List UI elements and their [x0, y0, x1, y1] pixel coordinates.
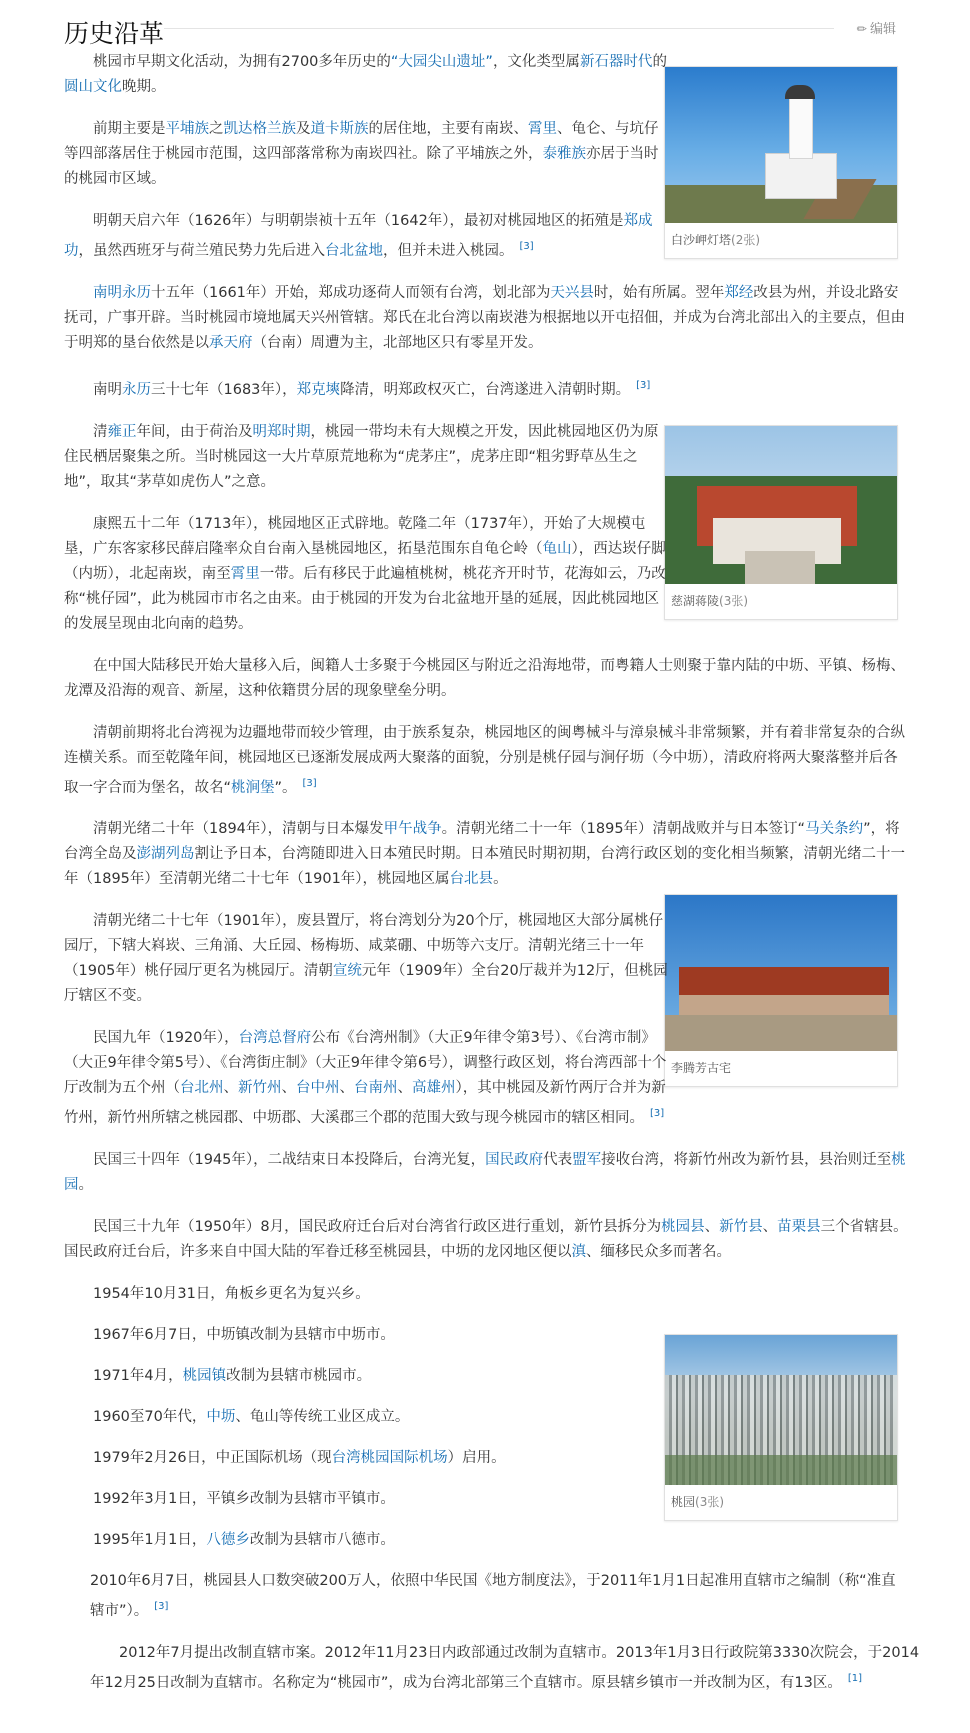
text: 、 [281, 1080, 296, 1097]
text: 十五年（1661年）开始，郑成功逐荷人而领有台湾，划北部为 [151, 284, 551, 301]
heading-divider [164, 28, 834, 29]
figure-caption-text: 慈湖蒋陵 [671, 594, 720, 608]
link[interactable]: 天兴县 [550, 284, 594, 301]
paragraph [64, 1215, 910, 1265]
link[interactable]: 明郑时期 [252, 423, 311, 440]
link[interactable]: 八德乡 [206, 1532, 250, 1549]
link[interactable]: 宣统 [332, 963, 362, 980]
paragraph [64, 1026, 670, 1131]
link[interactable]: 桃园县 [661, 1219, 705, 1236]
text: ，虽然西班牙与荷兰殖民势力先后进入 [78, 242, 325, 259]
link[interactable]: 国民政府 [485, 1152, 544, 1169]
section-title: 历史沿革 [64, 19, 165, 48]
timeline-item [64, 1487, 670, 1512]
paragraph [64, 512, 670, 637]
text: 、龟山等传统工业区成立。 [235, 1409, 410, 1426]
paragraph [64, 420, 670, 495]
timeline-item [64, 1446, 670, 1471]
paragraph [64, 1148, 910, 1198]
text: 割让予日本，台湾随即进入日本殖民时期。日本殖民时期初期，台湾行政区划的变化相当频繁，清朝光绪二十一年（1895年）至清朝光绪二十七年（1901年），桃园地区属 [64, 846, 905, 888]
text: 1960至70年代， [93, 1409, 207, 1426]
paragraph [64, 909, 670, 1009]
text: 年间，由于荷治及 [136, 423, 253, 440]
text: 代表 [543, 1152, 573, 1169]
link[interactable]: 桃园 [64, 1152, 906, 1194]
section-header [64, 12, 904, 46]
text: 2010年6月7日，桃园县人口数突破200万人，依照中华民国《地方制度法》，于2011年1月1日起准用直辖市之编制（称“准直辖市”）。 [90, 1573, 896, 1620]
link[interactable]: 新竹县 [719, 1219, 763, 1236]
paragraph [64, 373, 910, 403]
text: 前期主要是 [93, 121, 166, 137]
timeline-item [64, 1528, 670, 1553]
text: 桃园市早期文化活动，为拥有2700多年历史的 [93, 54, 391, 70]
link[interactable]: 高雄州 [412, 1080, 456, 1097]
timeline-item [64, 1323, 670, 1348]
timeline-item [64, 1282, 910, 1307]
timeline-item [90, 1569, 910, 1624]
text: 1954年10月31日，角板乡更名为复兴乡。 [93, 1286, 370, 1303]
text: 1967年6月7日，中坜镇改制为县辖市中坜市。 [93, 1327, 395, 1344]
link[interactable]: 桃园镇 [182, 1368, 227, 1385]
text: 降清，明郑政权灭亡，台湾遂进入清朝时期。 [340, 381, 631, 398]
link[interactable]: 马关条约 [805, 821, 864, 838]
text: 一带。后有移民于此遍植桃树，桃花齐开时节，花海如云，乃改称“桃仔园”，此为桃园市市名之由来。由于桃园的开发为台北盆地开垦的延展，因此桃园地区的发展呈现由北向南的趋势。 [64, 565, 666, 632]
link[interactable]: 台湾桃园国际机场 [331, 1450, 448, 1467]
link[interactable]: 雍正 [107, 423, 137, 440]
text: 三十七年（1683年）， [151, 381, 297, 398]
text: 的 [652, 54, 667, 70]
text: 、 [762, 1219, 778, 1236]
edit-link[interactable] [853, 18, 896, 38]
link[interactable]: 承天府 [209, 334, 253, 351]
link[interactable]: 新竹州 [238, 1080, 282, 1097]
link[interactable]: 盟军 [572, 1152, 602, 1169]
text: 明朝天启六年（1626年）与明朝崇祯十五年（1642年），最初对桃园地区的拓殖是 [93, 213, 624, 229]
text: 时，始有所属。翌年 [593, 284, 725, 301]
figure-count: (3张) [719, 594, 749, 608]
text: 、 [339, 1080, 354, 1097]
text: 1995年1月1日， [93, 1532, 207, 1549]
text: 的居住地，主要有南崁、 [368, 121, 528, 137]
text: 2012年7月提出改制直辖市案。2012年11月23日内政部通过改制为直辖市。2013年1月3日行政院第3330次院会，于2014年12月25日改制为直辖市。名称定为“桃园市”，成为台湾北部第三个直辖市。原县辖乡镇市一并改制为区，有13区。 [90, 1645, 920, 1691]
text: 1979年2月26日，中正国际机场（现 [93, 1450, 332, 1467]
link[interactable]: 郑成功 [64, 213, 653, 259]
link[interactable]: 台湾总督府 [238, 1030, 312, 1047]
link[interactable]: 滇 [571, 1244, 586, 1261]
text: 。清朝光绪二十一年（1895年）清朝战败并与日本签订“ [441, 821, 806, 838]
link[interactable]: 凯达格兰族 [223, 121, 296, 137]
figure-caption-text: 白沙岬灯塔 [671, 233, 732, 247]
link[interactable]: 台中州 [296, 1080, 340, 1097]
link[interactable]: “大园尖山遗址” [390, 54, 493, 70]
text: 清朝前期将北台湾视为边疆地带而较少管理，由于族系复杂，桃园地区的闽粤械斗与漳泉械斗非常频繁，并有着非常复杂的合纵连横关系。而至乾隆年间，桃园地区已逐渐发展成两大聚落的面貌，分别是桃仔园与涧仔坜（今中坜），清政府将两大聚落整并后各取一字合而为堡名，故名“ [64, 724, 905, 796]
link[interactable]: 龟山 [542, 540, 572, 557]
citation[interactable]: [3] [636, 379, 651, 391]
paragraph [64, 209, 670, 264]
link[interactable]: 永历 [122, 381, 151, 398]
text: 南明 [93, 381, 122, 398]
edit-label: 编辑 [869, 22, 896, 37]
text: 清朝光绪二十年（1894年），清朝与日本爆发 [93, 821, 384, 838]
pencil-icon: ✎ [853, 20, 871, 38]
link[interactable]: 郑经 [724, 284, 754, 301]
text: 1971年4月， [93, 1368, 183, 1385]
link[interactable]: 泰雅族 [542, 146, 586, 162]
text: 元年（1909年）全台20厅裁并为12厅，但桃园厅辖区不变。 [64, 963, 668, 1005]
citation[interactable]: [3] [650, 1108, 665, 1120]
text: ”。 [274, 779, 297, 796]
text: 改制为县辖市桃园市。 [226, 1368, 372, 1385]
text: 及 [296, 121, 311, 137]
text: ）启用。 [447, 1450, 506, 1467]
link[interactable]: 霄里 [528, 121, 557, 137]
paragraph [64, 281, 910, 356]
figure-caption-text: 李腾芳古宅 [671, 1061, 732, 1075]
timeline-item [90, 1641, 930, 1696]
text: 改制为县辖市八德市。 [249, 1532, 395, 1549]
text: ），西达崁仔脚（内坜），北起南崁，南至 [64, 540, 666, 582]
citation[interactable]: [3] [154, 1601, 169, 1613]
text: 。 [78, 1177, 93, 1194]
text: 1992年3月1日，平镇乡改制为县辖市平镇市。 [93, 1491, 395, 1508]
figure-count: (2张) [731, 233, 761, 247]
link[interactable]: 澎湖列岛 [136, 846, 195, 863]
text: 公布《台湾州制》（大正9年律令第3号）、《台湾市制》（大正9年律令第5号）、《台湾街庄制》（大正9年律令第6号），调整行政区划，将台湾西部十个厅改制为五个州（ [64, 1030, 667, 1097]
citation[interactable]: [1] [847, 1673, 863, 1685]
link[interactable]: 台北县 [449, 871, 494, 888]
text: 、 [704, 1219, 720, 1236]
text: ，桃园一带均未有大规模之开发，因此桃园地区仍为原住民栖居聚集之所。当时桃园这一大片草原荒地称为“虎茅庄”，虎茅庄即“粗劣野草丛生之地”，取其“茅草如虎伤人”之意。 [64, 423, 659, 490]
text: 接收台湾，将新竹州改为新竹县，县治则迁至 [601, 1152, 892, 1169]
text: ），其中桃园及新竹两厅合并为新竹州，新竹州所辖之桃园郡、中坜郡、大溪郡三个郡的范围大致与现今桃园市的辖区相同。 [64, 1080, 666, 1127]
text: 改县为州，并设北路安抚司，广事开辟。当时桃园市境地属天兴州管辖。郑氏在北台湾以南崁港为根据地以开屯招佃，并成为台湾北部出入的主要点，但由于明郑的垦台依然是以 [64, 284, 905, 351]
text: 民国三十九年（1950年）8月，国民政府迁台后对台湾省行政区进行重划，新竹县拆分为 [93, 1219, 662, 1236]
link[interactable]: 台北州 [180, 1080, 224, 1097]
text: 清 [93, 423, 108, 440]
text: 三个省辖县。国民政府迁台后，许多来自中国大陆的军眷迁移至桃园县，中坜的龙冈地区便以 [64, 1219, 908, 1261]
paragraph [64, 721, 910, 801]
article-body [64, 50, 920, 1713]
text: （台南）周遭为主，北部地区只有零星开发。 [252, 334, 543, 351]
figure-caption-text: 桃园 [671, 1495, 696, 1509]
text: 康熙五十二年（1713年），桃园地区正式辟地。乾隆二年（1737年），开始了大规模屯垦，广东客家移民薛启隆率众自台南入垦桃园地区，拓垦范围东自龟仑岭（ [64, 515, 646, 557]
paragraph [64, 117, 670, 192]
link[interactable]: 中坜 [206, 1409, 236, 1426]
timeline-item [64, 1405, 670, 1430]
text: ，文化类型属 [492, 54, 580, 70]
text: 清朝光绪二十七年（1901年），废县置厅，将台湾划分为20个厅，桃园地区大部分属桃仔园厅，下辖大嵙崁、三角涌、大丘园、杨梅坜、咸菜硼、中坜等六支厅。清朝光绪三十一年（1905年）桃仔园厅更名为桃园厅。清朝 [64, 913, 664, 980]
link[interactable]: 南明永历 [93, 284, 151, 301]
timeline-item [64, 1364, 670, 1389]
text: 、缅移民众多而著名。 [586, 1244, 731, 1261]
figure-count: (3张) [695, 1495, 725, 1509]
paragraph [64, 50, 670, 100]
paragraph [64, 817, 910, 892]
text: 晚期。 [122, 79, 166, 95]
link[interactable]: 道卡斯族 [310, 121, 369, 137]
text: 在中国大陆移民开始大量移入后，闽籍人士多聚于今桃园区与附近之沿海地带，而粤籍人士则聚于靠内陆的中坜、平镇、杨梅、龙潭及沿海的观音、新屋，这种依籍贯分居的现象壁垒分明。 [64, 657, 905, 699]
link[interactable]: 平埔族 [165, 121, 209, 137]
text: 民国九年（1920年）， [93, 1030, 239, 1047]
link[interactable]: 苗栗县 [777, 1219, 821, 1236]
text: 之 [209, 121, 224, 137]
link[interactable]: 台北盆地 [325, 242, 383, 259]
text: 、龟仑、与坑仔等四部落居住于桃园市范围，这四部落常称为南崁四社。除了平埔族之外， [64, 121, 659, 162]
text: 民国三十四年（1945年），二战结束日本投降后，台湾光复， [93, 1152, 486, 1169]
citation[interactable]: [3] [302, 777, 317, 789]
link[interactable]: 桃涧堡 [231, 779, 275, 796]
link[interactable]: 新石器时代 [579, 54, 653, 70]
paragraph [64, 654, 910, 704]
text: ”，将台湾全岛及 [64, 821, 900, 863]
link[interactable]: 台南州 [354, 1080, 398, 1097]
text: 、 [223, 1080, 238, 1097]
text: ，但并未进入桃园。 [383, 242, 514, 259]
text: 。 [493, 871, 508, 888]
text: 亦居于当时的桃园市区域。 [64, 146, 659, 187]
text: 、 [397, 1080, 412, 1097]
citation[interactable]: [3] [519, 241, 534, 252]
link[interactable]: 甲午战争 [383, 821, 442, 838]
link[interactable]: 圆山文化 [64, 79, 122, 95]
link[interactable]: 霄里 [230, 565, 260, 582]
link[interactable]: 郑克塽 [296, 381, 341, 398]
